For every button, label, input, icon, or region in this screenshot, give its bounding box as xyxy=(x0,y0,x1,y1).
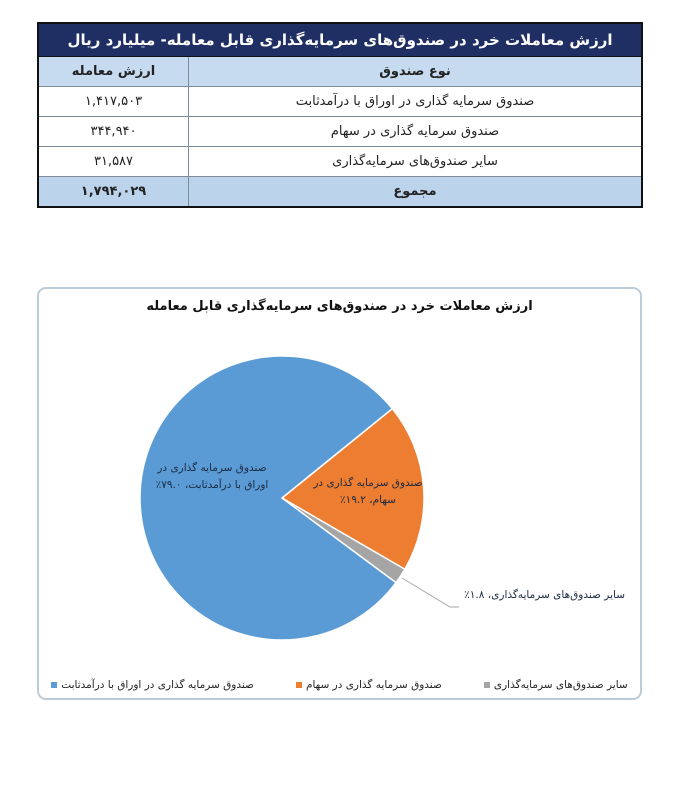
pie-chart-container xyxy=(37,287,642,700)
table-header-row xyxy=(39,57,641,87)
slice-label-line: سهام، ۱۹.۲٪ xyxy=(340,494,396,506)
fund-name-cell: صندوق سرمایه گذاری در سهام xyxy=(188,117,641,146)
trade-value-cell: ۱,۴۱۷,۵۰۳ xyxy=(84,94,143,109)
chart-legend xyxy=(39,679,640,691)
legend-item-other xyxy=(484,679,628,691)
table-total-row xyxy=(39,177,641,206)
legend-item-fixed-income xyxy=(51,679,254,691)
table-row xyxy=(39,87,641,117)
trade-value-cell: ۳۴۴,۹۴۰ xyxy=(90,124,137,139)
slice-label-fixed-income xyxy=(147,460,277,494)
table-row xyxy=(39,117,641,147)
chart-title: ارزش معاملات خرد در صندوق‌های سرمایه‌گذاری قابل معامله xyxy=(146,299,533,314)
legend-label: سایر صندوق‌های سرمایه‌گذاری xyxy=(493,679,628,691)
legend-label: صندوق سرمایه گذاری در اوراق با درآمدثابت xyxy=(61,679,254,691)
legend-swatch-icon xyxy=(484,682,490,688)
total-value: ۱,۷۹۴,۰۲۹ xyxy=(80,184,147,199)
fund-name-cell: صندوق سرمایه گذاری در اوراق با درآمدثابت xyxy=(188,87,641,116)
header-fund-type: نوع صندوق xyxy=(188,57,641,86)
legend-swatch-icon xyxy=(51,682,57,688)
slice-label-other: سایر صندوق‌های سرمایه‌گذاری، ۱.۸٪ xyxy=(464,589,625,601)
leader-line xyxy=(402,578,459,607)
slice-label-line: صندوق سرمایه گذاری در xyxy=(157,462,267,474)
retail-trades-table xyxy=(37,22,643,208)
table-row xyxy=(39,147,641,177)
table-title: ارزش معاملات خرد در صندوق‌های سرمایه‌گذاری قابل معامله- میلیارد ریال xyxy=(39,24,641,57)
legend-swatch-icon xyxy=(296,682,302,688)
legend-item-equity xyxy=(296,679,442,691)
slice-label-equity xyxy=(301,475,435,509)
total-label: مجموع xyxy=(188,177,641,206)
slice-label-line: صندوق سرمایه گذاری در xyxy=(313,477,423,489)
fund-name-cell: سایر صندوق‌های سرمایه‌گذاری xyxy=(188,147,641,176)
legend-label: صندوق سرمایه گذاری در سهام xyxy=(305,679,442,691)
header-trade-value: ارزش معامله xyxy=(71,64,156,79)
trade-value-cell: ۳۱,۵۸۷ xyxy=(93,154,134,169)
slice-label-line: اوراق با درآمدثابت، ۷۹.۰٪ xyxy=(155,479,269,491)
